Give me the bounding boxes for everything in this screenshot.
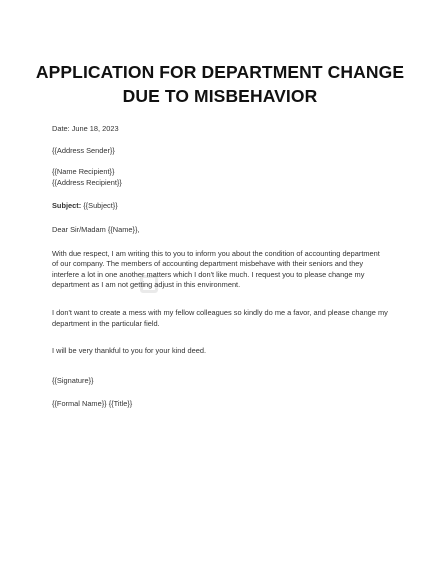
paragraph-1-line: of our company. The members of accounting department misbehave with their seniors and they <box>52 259 364 269</box>
formal-name-title: {{Formal Name}} {{Title}} <box>52 399 133 409</box>
subject-value: {{Subject}} <box>81 201 118 211</box>
title-line-2: DUE TO MISBEHAVIOR <box>122 86 318 106</box>
name-recipient: {{Name Recipient}} <box>52 167 115 177</box>
subject-label: Subject: <box>52 201 82 211</box>
paragraph-2-line: department in the particular field. <box>52 318 160 328</box>
date-line: Date: June 18, 2023 <box>52 124 119 133</box>
paragraph-2-line: I don't want to create a mess with my fellow colleagues so kindly do me a favor, and please change my <box>52 307 388 317</box>
signature: {{Signature}} <box>52 375 94 385</box>
paragraph-3: I will be very thankful to you for your kind deed. <box>52 346 207 356</box>
letter-body <box>52 124 392 410</box>
document-title <box>20 60 420 108</box>
paragraph-1-line: department as I am not getting adjust in this environment. <box>52 280 241 290</box>
subject-line <box>52 201 392 212</box>
title-line-1: APPLICATION FOR DEPARTMENT CHANGE <box>35 62 405 82</box>
paragraph-1 <box>52 249 392 291</box>
paragraph-2 <box>52 308 392 329</box>
address-sender: {{Address Sender}} <box>52 145 115 155</box>
address-recipient: {{Address Recipient}} <box>52 177 122 187</box>
salutation: Dear Sir/Madam {{Name}}, <box>52 224 140 234</box>
paragraph-1-line: interfere a lot in one another matters which I don't like much. I request you to please change my <box>52 269 365 279</box>
paragraph-1-line: With due respect, I am writing this to you to inform you about the condition of accounting department <box>52 248 380 258</box>
